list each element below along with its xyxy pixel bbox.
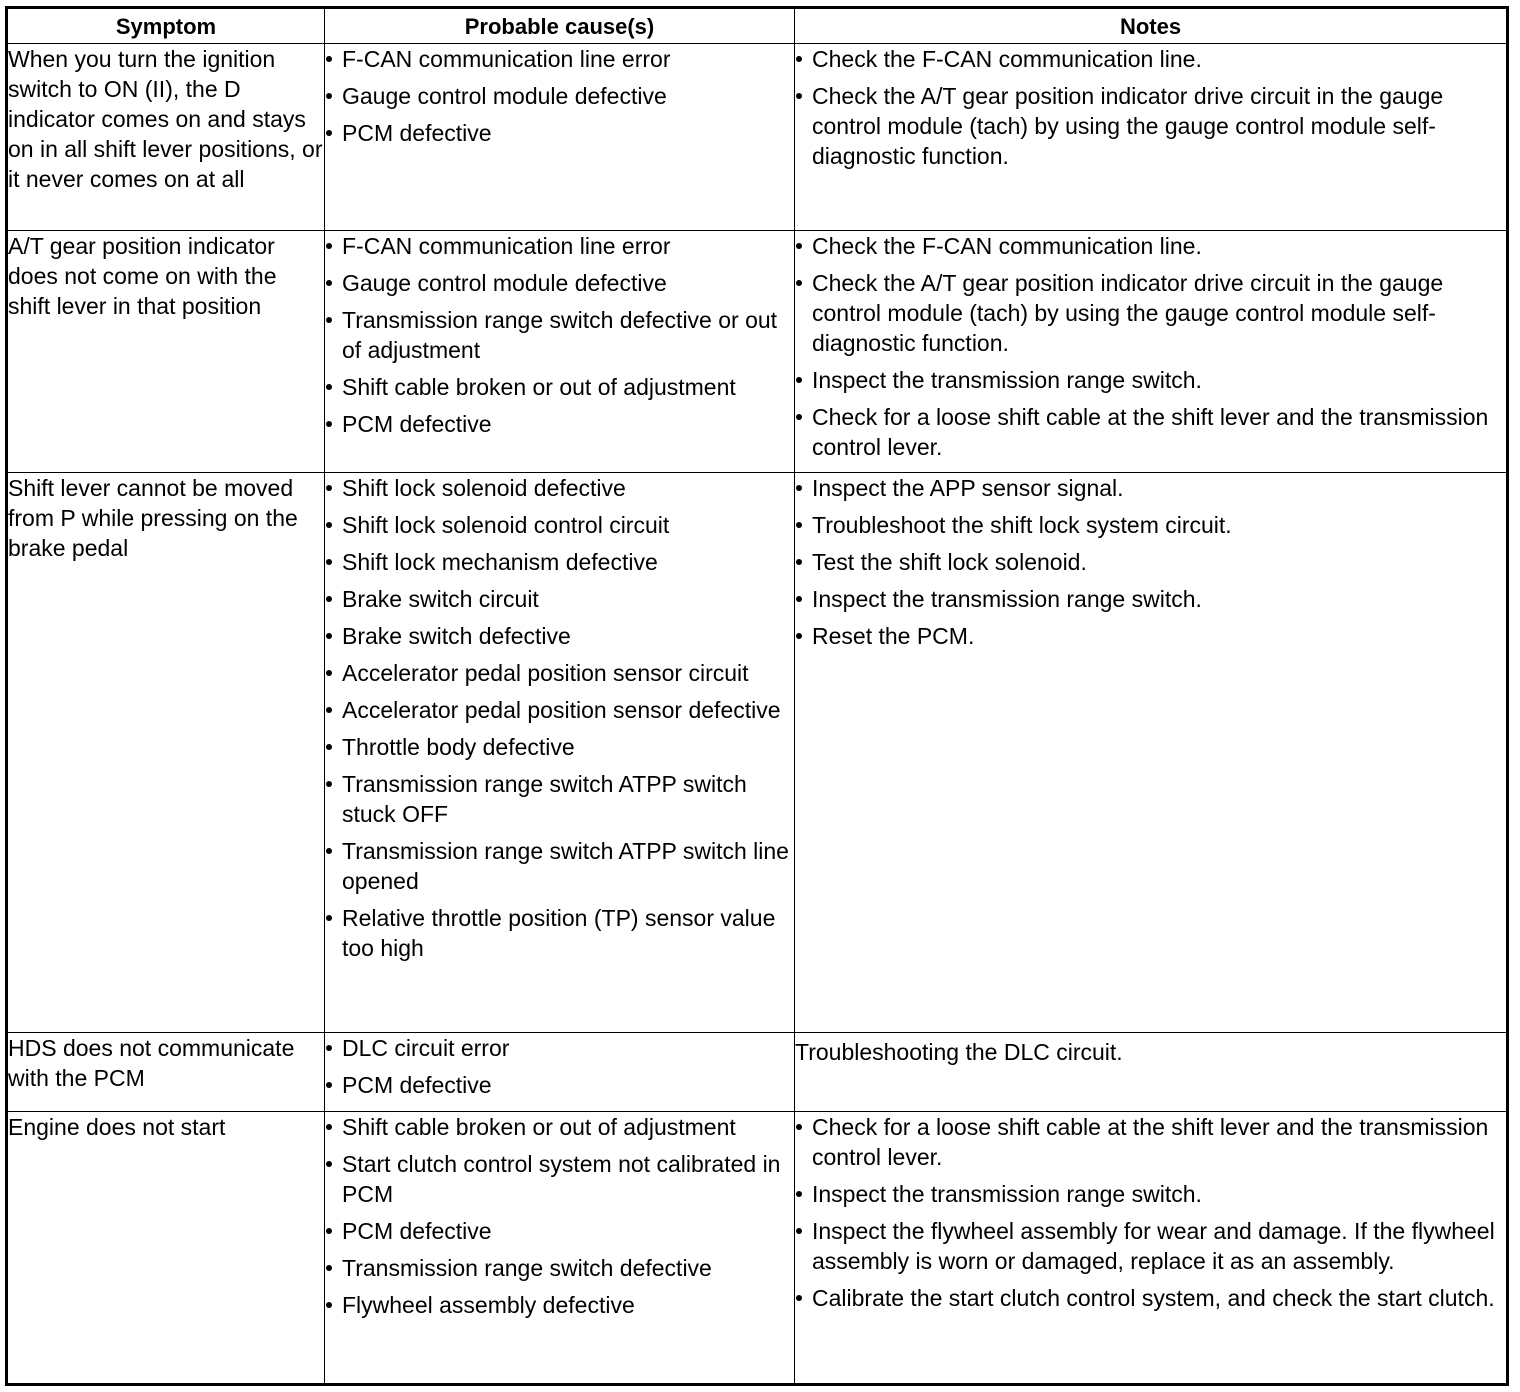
list-item: Shift cable broken or out of adjustment — [325, 1112, 794, 1142]
causes-list — [325, 231, 794, 439]
notes-cell — [795, 231, 1508, 473]
notes-cell — [795, 473, 1508, 1033]
bullet-icon — [796, 280, 802, 286]
bullet-icon — [796, 377, 802, 383]
causes-cell — [325, 231, 795, 473]
symptom-cell: HDS does not communicate with the PCM — [7, 1033, 325, 1112]
list-item: Shift lock solenoid control circuit — [325, 510, 794, 540]
list-item: Shift lock solenoid defective — [325, 473, 794, 503]
causes-cell — [325, 1112, 795, 1385]
list-item: Check for a loose shift cable at the shift lever and the transmission control lever. — [795, 1112, 1506, 1172]
list-item: PCM defective — [325, 1070, 794, 1100]
bullet-icon — [796, 93, 802, 99]
troubleshooting-table — [5, 6, 1509, 1386]
bullet-icon — [326, 596, 332, 602]
notes-cell — [795, 1033, 1508, 1112]
notes-list — [795, 473, 1506, 651]
list-item: Inspect the transmission range switch. — [795, 365, 1506, 395]
list-item: Troubleshoot the shift lock system circuit. — [795, 510, 1506, 540]
bullet-icon — [796, 522, 802, 528]
list-item: Inspect the APP sensor signal. — [795, 473, 1506, 503]
bullet-icon — [796, 56, 802, 62]
notes-list — [795, 231, 1506, 462]
bullet-icon — [326, 1265, 332, 1271]
bullet-icon — [326, 421, 332, 427]
notes-text: Troubleshooting the DLC circuit. — [795, 1039, 1123, 1065]
notes-list — [795, 44, 1506, 171]
causes-cell — [325, 1033, 795, 1112]
header-symptom: Symptom — [7, 8, 325, 44]
list-item: Transmission range switch defective — [325, 1253, 794, 1283]
bullet-icon — [326, 243, 332, 249]
bullet-icon — [326, 56, 332, 62]
list-item: Start clutch control system not calibrated in PCM — [325, 1149, 794, 1209]
list-item: Accelerator pedal position sensor circuit — [325, 658, 794, 688]
list-item: F-CAN communication line error — [325, 44, 794, 74]
list-item: Check the F-CAN communication line. — [795, 231, 1506, 261]
list-item: Test the shift lock solenoid. — [795, 547, 1506, 577]
list-item: Inspect the transmission range switch. — [795, 1179, 1506, 1209]
causes-cell — [325, 473, 795, 1033]
bullet-icon — [326, 1124, 332, 1130]
bullet-icon — [326, 384, 332, 390]
bullet-icon — [326, 1161, 332, 1167]
bullet-icon — [326, 670, 332, 676]
bullet-icon — [796, 414, 802, 420]
table-row — [7, 231, 1508, 473]
symptom-cell: Engine does not start — [7, 1112, 325, 1385]
list-item: Shift cable broken or out of adjustment — [325, 372, 794, 402]
list-item: PCM defective — [325, 118, 794, 148]
list-item: Check the F-CAN communication line. — [795, 44, 1506, 74]
list-item: Brake switch circuit — [325, 584, 794, 614]
list-item: Transmission range switch ATPP switch line opened — [325, 836, 794, 896]
list-item: DLC circuit error — [325, 1033, 794, 1063]
bullet-icon — [796, 1191, 802, 1197]
list-item: Shift lock mechanism defective — [325, 547, 794, 577]
list-item: Check for a loose shift cable at the shift lever and the transmission control lever. — [795, 402, 1506, 462]
bullet-icon — [796, 1124, 802, 1130]
notes-cell — [795, 44, 1508, 231]
bullet-icon — [326, 707, 332, 713]
table-row — [7, 1112, 1508, 1385]
symptom-cell: A/T gear position indicator does not come on with the shift lever in that position — [7, 231, 325, 473]
bullet-icon — [326, 559, 332, 565]
list-item: Flywheel assembly defective — [325, 1290, 794, 1320]
bullet-icon — [326, 633, 332, 639]
list-item: Gauge control module defective — [325, 81, 794, 111]
causes-list — [325, 44, 794, 148]
header-row — [7, 8, 1508, 44]
list-item: Transmission range switch ATPP switch stuck OFF — [325, 769, 794, 829]
symptom-cell: When you turn the ignition switch to ON (II), the D indicator comes on and stays on in all shift lever positions, or it never comes on at all — [7, 44, 325, 231]
table-row — [7, 473, 1508, 1033]
header-probable-causes: Probable cause(s) — [325, 8, 795, 44]
notes-cell — [795, 1112, 1508, 1385]
bullet-icon — [326, 781, 332, 787]
bullet-icon — [326, 522, 332, 528]
list-item: PCM defective — [325, 409, 794, 439]
list-item: Check the A/T gear position indicator drive circuit in the gauge control module (tach) by using the gauge control module self-diagnostic function. — [795, 81, 1506, 171]
causes-list — [325, 1033, 794, 1100]
bullet-icon — [326, 915, 332, 921]
causes-list — [325, 1112, 794, 1320]
list-item: Accelerator pedal position sensor defective — [325, 695, 794, 725]
list-item: Reset the PCM. — [795, 621, 1506, 651]
list-item: Brake switch defective — [325, 621, 794, 651]
notes-list — [795, 1112, 1506, 1313]
list-item: Inspect the transmission range switch. — [795, 584, 1506, 614]
table-row — [7, 44, 1508, 231]
list-item: Throttle body defective — [325, 732, 794, 762]
causes-cell — [325, 44, 795, 231]
bullet-icon — [796, 243, 802, 249]
bullet-icon — [326, 93, 332, 99]
bullet-icon — [326, 317, 332, 323]
bullet-icon — [796, 1295, 802, 1301]
list-item: Transmission range switch defective or out of adjustment — [325, 305, 794, 365]
bullet-icon — [326, 1045, 332, 1051]
header-notes: Notes — [795, 8, 1508, 44]
bullet-icon — [326, 848, 332, 854]
list-item: Gauge control module defective — [325, 268, 794, 298]
bullet-icon — [326, 744, 332, 750]
list-item: Inspect the flywheel assembly for wear and damage. If the flywheel assembly is worn or damaged, replace it as an assembly. — [795, 1216, 1506, 1276]
causes-list — [325, 473, 794, 963]
bullet-icon — [326, 485, 332, 491]
list-item: Check the A/T gear position indicator drive circuit in the gauge control module (tach) by using the gauge control module self-diagnostic function. — [795, 268, 1506, 358]
bullet-icon — [796, 596, 802, 602]
list-item: Calibrate the start clutch control system, and check the start clutch. — [795, 1283, 1506, 1313]
bullet-icon — [326, 1302, 332, 1308]
bullet-icon — [796, 633, 802, 639]
bullet-icon — [326, 280, 332, 286]
bullet-icon — [796, 485, 802, 491]
list-item: Relative throttle position (TP) sensor value too high — [325, 903, 794, 963]
list-item: F-CAN communication line error — [325, 231, 794, 261]
symptom-cell: Shift lever cannot be moved from P while pressing on the brake pedal — [7, 473, 325, 1033]
bullet-icon — [326, 1082, 332, 1088]
bullet-icon — [796, 1228, 802, 1234]
list-item: PCM defective — [325, 1216, 794, 1246]
bullet-icon — [326, 1228, 332, 1234]
bullet-icon — [796, 559, 802, 565]
table-row — [7, 1033, 1508, 1112]
bullet-icon — [326, 130, 332, 136]
